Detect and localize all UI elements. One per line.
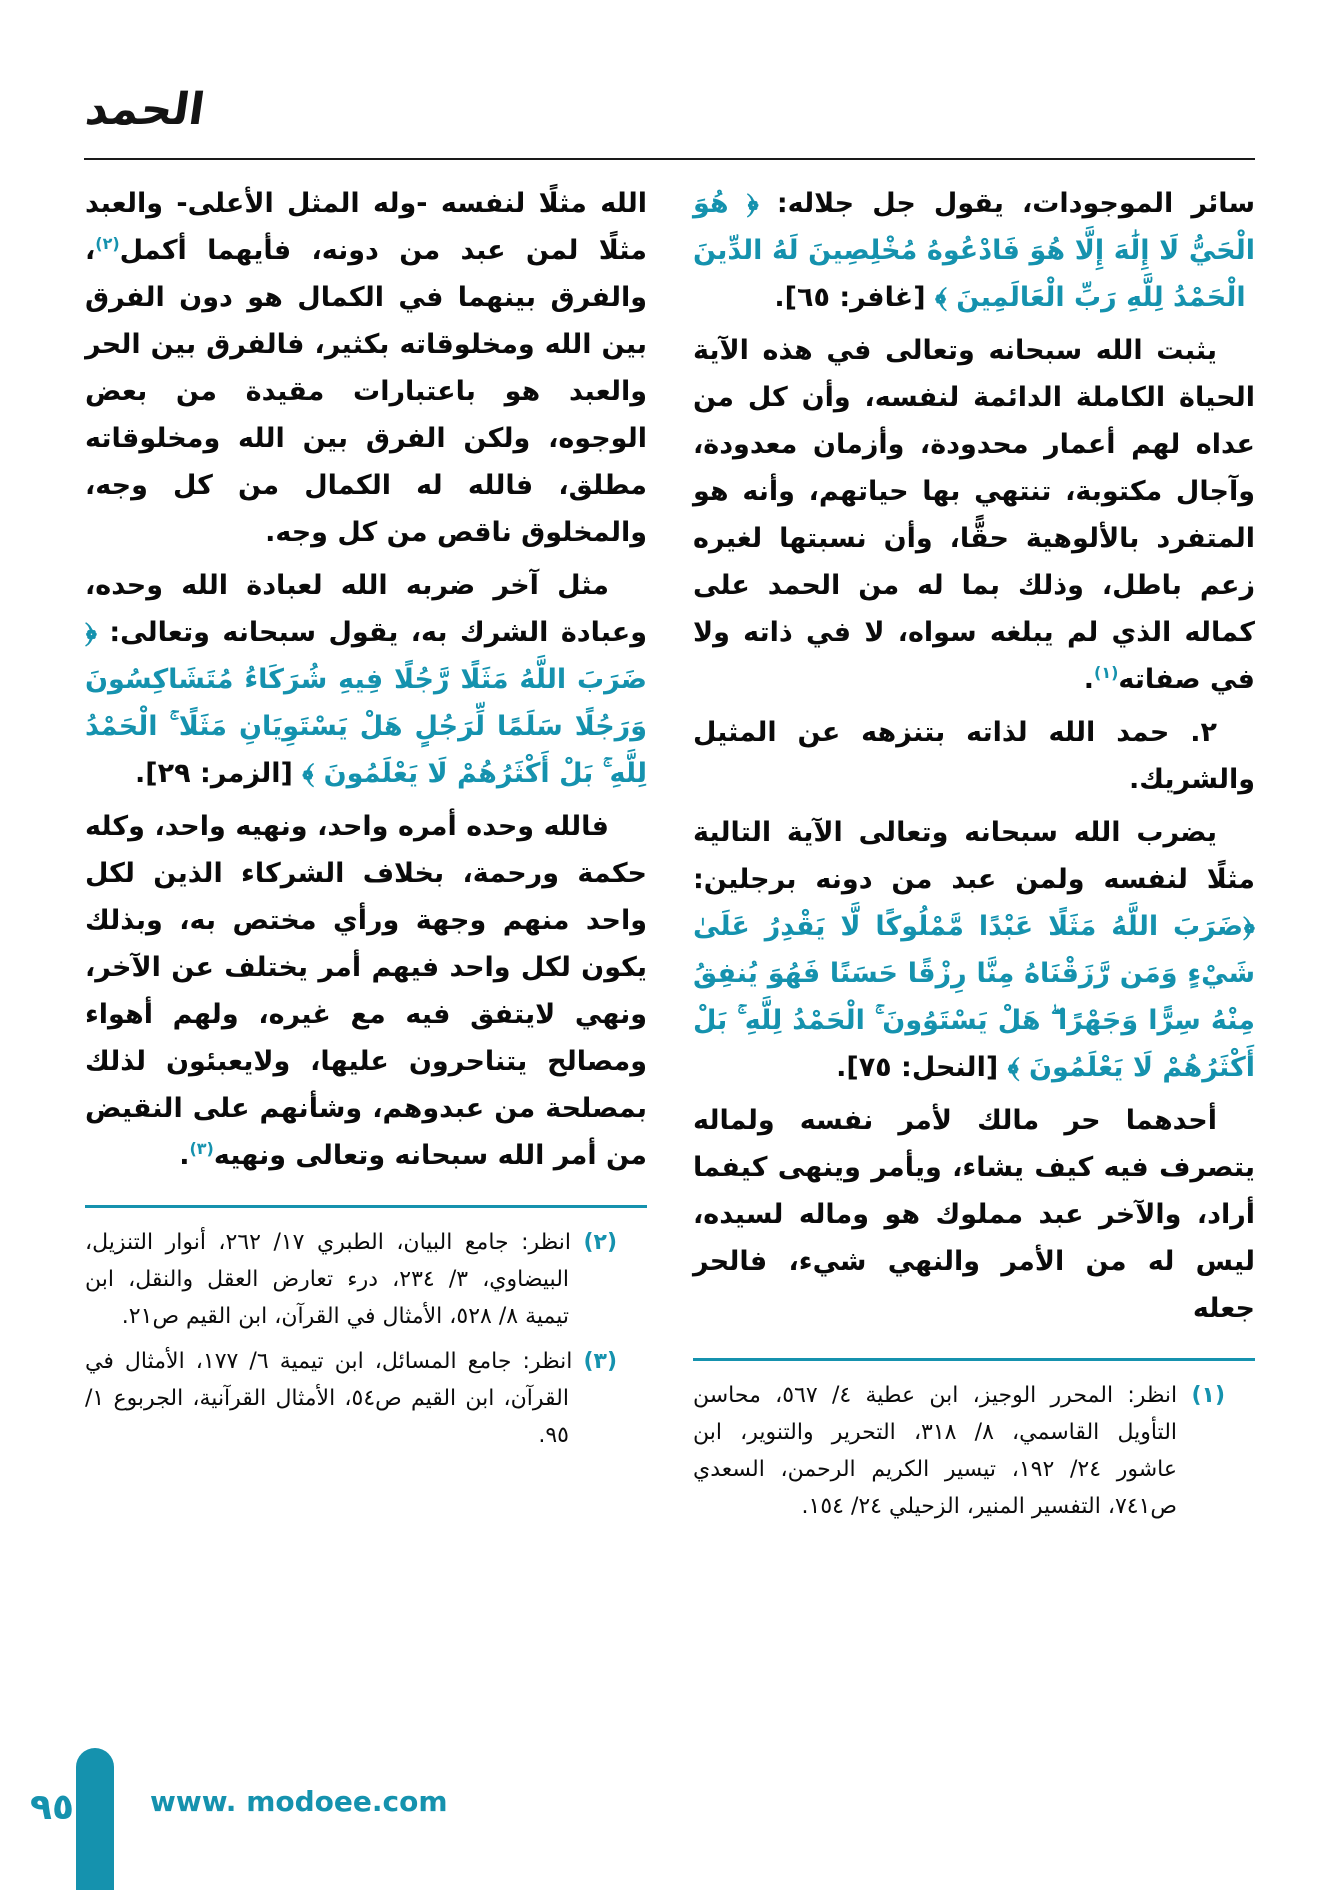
footnotes-section (85, 1205, 647, 1454)
footnote-text: انظر: المحرر الوجيز، ابن عطية ٤/ ٥٦٧، محاسن التأويل القاسمي، ٨/ ٣١٨، التحرير والتنوير، ابن عاشور ٢٤/ ١٩٢، تيسير الكريم الرحمن، السعدي ص٧٤١، التفسير المنير، الزحيلي ٢٤/ ١٥٤. (693, 1383, 1178, 1519)
footnote (693, 1377, 1225, 1525)
footnotes-section (693, 1358, 1255, 1525)
paragraph (693, 327, 1255, 703)
website-link[interactable]: www. modoee.com (150, 1785, 448, 1818)
body-text: يضرب الله سبحانه وتعالى الآية التالية مثلًا لنفسه ولمن عبد من دونه برجلين: (693, 817, 1255, 895)
body-text: الله مثلًا لنفسه -وله المثل الأعلى- والعبد مثلًا لمن عبد من دونه، فأيهما أكمل (85, 188, 647, 266)
footnote-number: (٣) (583, 1349, 618, 1374)
body-text: يثبت الله سبحانه وتعالى في هذه الآية الحياة الكاملة الدائمة لنفسه، وأن كل من عداه لهم أعمار محدودة، وأزمان معدودة، وآجال مكتوبة، تنتهي بها حياتهم، وأنه هو المتفرد بالألوهية حقًّا، وأن نسبتها لغيره زعم باطل، وذلك بما له من الحمد على كماله الذي لم يبلغه سواه، لا في ذاته ولا في صفاته (693, 335, 1255, 695)
page-content (84, 180, 1255, 1660)
footnote (85, 1343, 617, 1454)
footer-ribbon (76, 1748, 114, 1890)
body-text: مثل آخر ضربه الله لعبادة الله وحده، وعبادة الشرك به، يقول سبحانه وتعالى: (85, 570, 647, 648)
paragraph (85, 180, 647, 556)
footnote-number: (٢) (583, 1230, 617, 1255)
section-heading: ٢. حمد الله لذاته بتنزهه عن المثيل والشريك. (693, 717, 1255, 795)
paragraph: أحدهما حر مالك لأمر نفسه ولماله يتصرف فيه كيف يشاء، ويأمر وينهى كيفما أراد، والآخر عبد مملوك هو وماله لسيده، ليس له من الأمر والنهي شيء، فالحر جعله (693, 1105, 1255, 1324)
body-text: . (179, 1140, 190, 1171)
footnote-marker: (٢) (95, 234, 120, 253)
footnote-marker: (٣) (189, 1139, 214, 1158)
paragraph (85, 803, 647, 1179)
footnote-text: انظر: جامع المسائل، ابن تيمية ٦/ ١٧٧، الأمثال في القرآن، ابن القيم ص٥٤، الأمثال القرآنية، الجربوع ١/ ٩٥. (85, 1349, 573, 1448)
body-text: ، والفرق بينهما في الكمال هو دون الفرق بين الله ومخلوقاته بكثير، فالفرق بين الحر والعبد هو باعتبارات مقيدة من بعض الوجوه، ولكن الفرق بين الله ومخلوقاته مطلق، فالله له الكمال من كل وجه، والمخلوق ناقص من كل وجه. (85, 235, 647, 548)
column-left (85, 180, 647, 1660)
running-header-title: الحمد (82, 84, 208, 135)
quran-verse: ﴿ ضَرَبَ اللَّهُ مَثَلًا رَّجُلًا فِيهِ شُرَكَاءُ مُتَشَاكِسُونَ وَرَجُلًا سَلَمًا لِّرَجُلٍ هَلْ يَسْتَوِيَانِ مَثَلًا ۚ الْحَمْدُ لِلَّهِ ۚ بَلْ أَكْثَرُهُمْ لَا يَعْلَمُونَ ﴾ (85, 617, 647, 789)
verse-reference: [النحل: ٧٥]. (836, 1052, 1008, 1083)
paragraph (693, 180, 1255, 321)
quran-verse: ﴿ضَرَبَ اللَّهُ مَثَلًا عَبْدًا مَّمْلُوكًا لَّا يَقْدِرُ عَلَىٰ شَيْءٍ وَمَن رَّزَقْنَاهُ مِنَّا رِزْقًا حَسَنًا فَهُوَ يُنفِقُ مِنْهُ سِرًّا وَجَهْرًا ۖ هَلْ يَسْتَوُونَ ۚ الْحَمْدُ لِلَّهِ ۚ بَلْ أَكْثَرُهُمْ لَا يَعْلَمُونَ ﴾ (693, 911, 1255, 1083)
page-number: ٩٥ (30, 1787, 74, 1828)
paragraph (693, 809, 1255, 1091)
quran-verse: ﴿ هُوَ الْحَيُّ لَا إِلَٰهَ إِلَّا هُوَ فَادْعُوهُ مُخْلِصِينَ لَهُ الدِّينَ ۗ الْحَمْدُ لِلَّهِ رَبِّ الْعَالَمِينَ ﴾ (693, 188, 1255, 313)
footnote-marker: (١) (1094, 663, 1119, 682)
body-text: سائر الموجودات، يقول جل جلاله: (758, 188, 1255, 219)
footnote-number: (١) (1191, 1383, 1226, 1408)
verse-reference: [غافر: ٦٥]. (774, 282, 935, 313)
body-text: فالله وحده أمره واحد، ونهيه واحد، وكله حكمة ورحمة، بخلاف الشركاء الذين لكل واحد منهم وجهة ورأي مختص به، وبذلك يكون لكل واحد فيهم أمر يختلف عن الآخر، ونهي لايتفق فيه مع غيره، ولهم أهواء ومصالح يتناحرون عليها، ولايعبئون لذلك بمصلحة من عبدوهم، وشأنهم على النقيض من أمر الله سبحانه وتعالى ونهيه (85, 811, 647, 1171)
column-right (693, 180, 1255, 1660)
footnote (85, 1224, 617, 1335)
header-divider (84, 158, 1255, 160)
body-text: . (1083, 664, 1095, 695)
footnote-text: انظر: جامع البيان، الطبري ١٧/ ٢٦٢، أنوار التنزيل، البيضاوي، ٣/ ٢٣٤، درء تعارض العقل والنقل، ابن تيمية ٨/ ٥٢٨، الأمثال في القرآن، ابن القيم ص٢١. (85, 1230, 571, 1329)
verse-reference: [الزمر: ٢٩]. (135, 758, 303, 789)
paragraph (85, 562, 647, 797)
